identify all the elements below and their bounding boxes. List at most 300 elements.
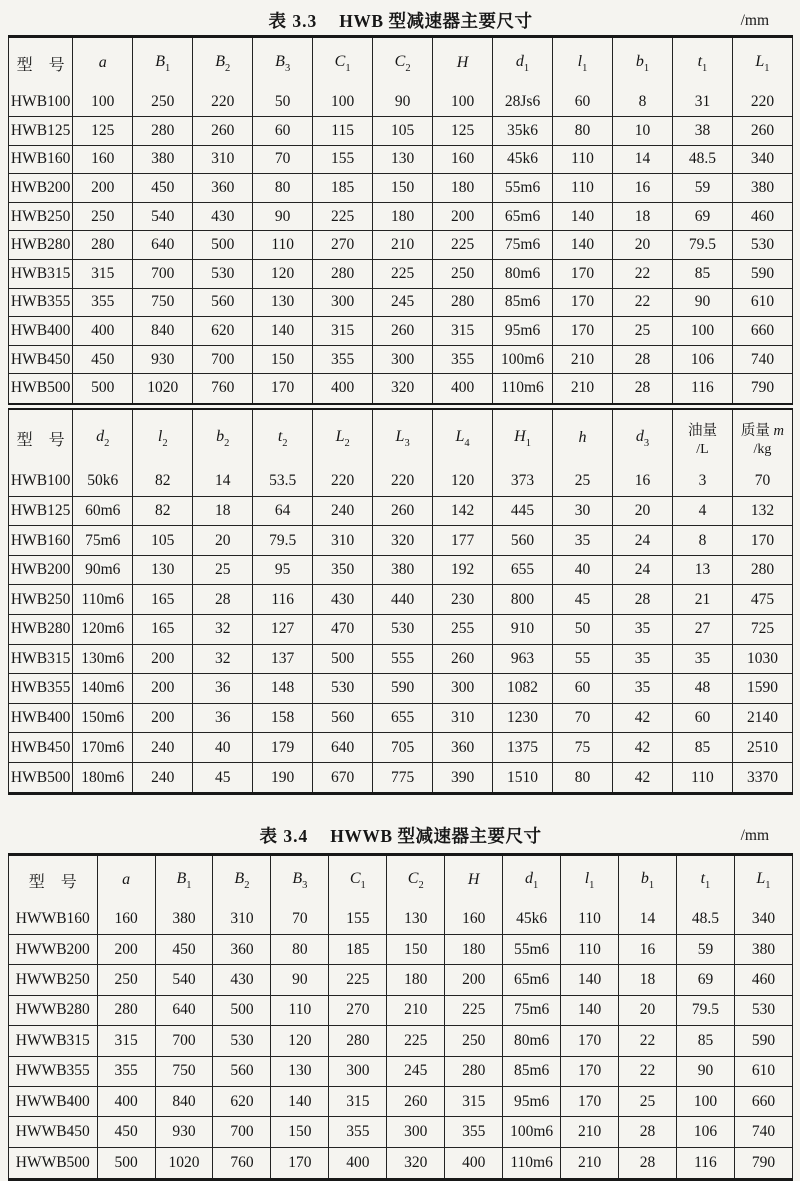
value-cell: 150 — [387, 934, 445, 964]
value-cell: 270 — [329, 995, 387, 1025]
value-cell: 360 — [193, 174, 253, 203]
model-cell: HWWB160 — [9, 904, 98, 934]
value-cell: 110 — [553, 145, 613, 174]
value-cell: 350 — [313, 555, 373, 585]
value-cell: 170 — [561, 1086, 619, 1116]
table-row — [9, 585, 793, 615]
value-cell: 130 — [387, 904, 445, 934]
value-cell: 110m6 — [503, 1147, 561, 1177]
value-cell: 225 — [445, 995, 503, 1025]
value-cell: 740 — [734, 1117, 792, 1147]
value-cell: 590 — [373, 674, 433, 704]
value-cell: 60m6 — [73, 496, 133, 526]
value-cell: 185 — [313, 174, 373, 203]
value-cell: 110 — [271, 995, 329, 1025]
value-cell: 60 — [553, 674, 613, 704]
value-cell: 400 — [313, 374, 373, 403]
value-cell: 36 — [193, 703, 253, 733]
value-cell: 470 — [313, 615, 373, 645]
table-row — [9, 674, 793, 704]
value-cell: 20 — [613, 231, 673, 260]
column-header: a — [73, 38, 133, 88]
value-cell: 450 — [73, 345, 133, 374]
value-cell: 500 — [193, 231, 253, 260]
value-cell: 95m6 — [503, 1086, 561, 1116]
value-cell: 28 — [619, 1147, 677, 1177]
value-cell: 300 — [313, 288, 373, 317]
model-cell: HWB200 — [9, 555, 73, 585]
value-cell: 400 — [445, 1147, 503, 1177]
value-cell: 225 — [329, 965, 387, 995]
table-row — [9, 1026, 793, 1056]
model-cell: HWB500 — [9, 762, 73, 792]
table-row — [9, 202, 793, 231]
value-cell: 140 — [271, 1086, 329, 1116]
table-row — [9, 644, 793, 674]
value-cell: 170 — [561, 1056, 619, 1086]
value-cell: 42 — [613, 703, 673, 733]
value-cell: 400 — [433, 374, 493, 403]
value-cell: 150 — [271, 1117, 329, 1147]
value-cell: 740 — [732, 345, 792, 374]
column-header: $b_1$ — [619, 856, 677, 904]
model-cell: HWWB315 — [9, 1026, 98, 1056]
model-cell: HWB450 — [9, 733, 73, 763]
value-cell: 16 — [619, 934, 677, 964]
column-header: $B_2$ — [213, 856, 271, 904]
value-cell: 250 — [133, 88, 193, 117]
value-cell: 140m6 — [73, 674, 133, 704]
value-cell: 105 — [133, 526, 193, 556]
value-cell: 220 — [193, 88, 253, 117]
model-cell: HWB200 — [9, 174, 73, 203]
value-cell: 200 — [97, 934, 155, 964]
value-cell: 320 — [373, 526, 433, 556]
table1-title: HWB 型减速器主要尺寸 — [339, 11, 533, 31]
column-header: $d_1$ — [503, 856, 561, 904]
value-cell: 120 — [253, 260, 313, 289]
value-cell: 555 — [373, 644, 433, 674]
value-cell: 250 — [97, 965, 155, 995]
column-header: 型 号 — [9, 38, 73, 88]
value-cell: 50 — [253, 88, 313, 117]
value-cell: 1030 — [732, 644, 792, 674]
table2-title: HWWB 型减速器主要尺寸 — [330, 826, 542, 847]
model-cell: HWB160 — [9, 145, 73, 174]
table-row — [9, 145, 793, 174]
value-cell: 1375 — [493, 733, 553, 763]
value-cell: 210 — [553, 374, 613, 403]
column-header: H — [445, 856, 503, 904]
value-cell: 355 — [73, 288, 133, 317]
value-cell: 540 — [133, 202, 193, 231]
table-row — [9, 904, 793, 934]
value-cell: 180m6 — [73, 762, 133, 792]
value-cell: 45 — [553, 585, 613, 615]
column-header: $B_1$ — [155, 856, 213, 904]
value-cell: 20 — [613, 496, 673, 526]
model-cell: HWWB200 — [9, 934, 98, 964]
value-cell: 70 — [271, 904, 329, 934]
value-cell: 530 — [193, 260, 253, 289]
value-cell: 655 — [493, 555, 553, 585]
value-cell: 90 — [271, 965, 329, 995]
value-cell: 3370 — [732, 762, 792, 792]
column-header: $C_1$ — [313, 38, 373, 88]
value-cell: 620 — [193, 317, 253, 346]
value-cell: 48.5 — [676, 904, 734, 934]
value-cell: 79.5 — [672, 231, 732, 260]
table-row — [9, 231, 793, 260]
column-header: $C_1$ — [329, 856, 387, 904]
value-cell: 70 — [732, 467, 792, 497]
value-cell: 450 — [155, 934, 213, 964]
value-cell: 840 — [133, 317, 193, 346]
value-cell: 560 — [313, 703, 373, 733]
model-cell: HWB100 — [9, 88, 73, 117]
value-cell: 115 — [313, 117, 373, 146]
value-cell: 310 — [313, 526, 373, 556]
value-cell: 22 — [613, 288, 673, 317]
value-cell: 120 — [271, 1026, 329, 1056]
value-cell: 28 — [613, 345, 673, 374]
value-cell: 560 — [213, 1056, 271, 1086]
value-cell: 260 — [373, 496, 433, 526]
value-cell: 280 — [732, 555, 792, 585]
value-cell: 20 — [619, 995, 677, 1025]
value-cell: 120m6 — [73, 615, 133, 645]
value-cell: 22 — [613, 260, 673, 289]
value-cell: 250 — [445, 1026, 503, 1056]
model-cell: HWB100 — [9, 467, 73, 497]
value-cell: 280 — [97, 995, 155, 1025]
column-header: $B_1$ — [133, 38, 193, 88]
value-cell: 110 — [672, 762, 732, 792]
value-cell: 25 — [553, 467, 613, 497]
value-cell: 110 — [561, 934, 619, 964]
model-cell: HWB315 — [9, 644, 73, 674]
value-cell: 380 — [373, 555, 433, 585]
model-cell: HWB160 — [9, 526, 73, 556]
value-cell: 355 — [445, 1117, 503, 1147]
table-row — [9, 526, 793, 556]
value-cell: 130 — [373, 145, 433, 174]
table1-section2-frame — [8, 408, 793, 796]
column-header: $H_1$ — [493, 410, 553, 467]
value-cell: 27 — [672, 615, 732, 645]
value-cell: 430 — [313, 585, 373, 615]
value-cell: 31 — [672, 88, 732, 117]
value-cell: 200 — [133, 674, 193, 704]
value-cell: 150 — [373, 174, 433, 203]
table-row — [9, 317, 793, 346]
value-cell: 400 — [97, 1086, 155, 1116]
value-cell: 640 — [313, 733, 373, 763]
value-cell: 160 — [97, 904, 155, 934]
value-cell: 315 — [445, 1086, 503, 1116]
value-cell: 18 — [193, 496, 253, 526]
value-cell: 85 — [676, 1026, 734, 1056]
value-cell: 210 — [561, 1147, 619, 1177]
value-cell: 200 — [133, 703, 193, 733]
value-cell: 310 — [193, 145, 253, 174]
value-cell: 130 — [271, 1056, 329, 1086]
value-cell: 500 — [313, 644, 373, 674]
table-row — [9, 615, 793, 645]
value-cell: 260 — [387, 1086, 445, 1116]
value-cell: 700 — [193, 345, 253, 374]
value-cell: 69 — [676, 965, 734, 995]
value-cell: 1082 — [493, 674, 553, 704]
value-cell: 170 — [553, 260, 613, 289]
model-cell: HWB280 — [9, 231, 73, 260]
value-cell: 1230 — [493, 703, 553, 733]
model-cell: HWB355 — [9, 288, 73, 317]
model-cell: HWWB355 — [9, 1056, 98, 1086]
value-cell: 530 — [732, 231, 792, 260]
value-cell: 620 — [213, 1086, 271, 1116]
value-cell: 200 — [133, 644, 193, 674]
value-cell: 150m6 — [73, 703, 133, 733]
value-cell: 1020 — [133, 374, 193, 403]
value-cell: 100 — [676, 1086, 734, 1116]
value-cell: 10 — [613, 117, 673, 146]
value-cell: 280 — [73, 231, 133, 260]
value-cell: 82 — [133, 496, 193, 526]
value-cell: 300 — [329, 1056, 387, 1086]
value-cell: 160 — [433, 145, 493, 174]
column-header: $C_2$ — [387, 856, 445, 904]
value-cell: 95m6 — [493, 317, 553, 346]
value-cell: 100 — [672, 317, 732, 346]
value-cell: 28 — [619, 1117, 677, 1147]
value-cell: 100m6 — [493, 345, 553, 374]
column-header: 油量 /L — [672, 410, 732, 467]
value-cell: 725 — [732, 615, 792, 645]
value-cell: 705 — [373, 733, 433, 763]
value-cell: 700 — [133, 260, 193, 289]
value-cell: 190 — [253, 762, 313, 792]
value-cell: 200 — [445, 965, 503, 995]
value-cell: 60 — [253, 117, 313, 146]
value-cell: 69 — [672, 202, 732, 231]
value-cell: 140 — [561, 995, 619, 1025]
value-cell: 155 — [329, 904, 387, 934]
value-cell: 127 — [253, 615, 313, 645]
value-cell: 380 — [155, 904, 213, 934]
value-cell: 430 — [193, 202, 253, 231]
value-cell: 200 — [433, 202, 493, 231]
value-cell: 35k6 — [493, 117, 553, 146]
value-cell: 400 — [73, 317, 133, 346]
value-cell: 245 — [373, 288, 433, 317]
value-cell: 100 — [313, 88, 373, 117]
value-cell: 116 — [672, 374, 732, 403]
value-cell: 60 — [553, 88, 613, 117]
column-header: $t_1$ — [672, 38, 732, 88]
value-cell: 373 — [493, 467, 553, 497]
value-cell: 530 — [313, 674, 373, 704]
value-cell: 140 — [253, 317, 313, 346]
value-cell: 40 — [553, 555, 613, 585]
value-cell: 110 — [561, 904, 619, 934]
model-cell: HWB500 — [9, 374, 73, 403]
value-cell: 50k6 — [73, 467, 133, 497]
value-cell: 35 — [553, 526, 613, 556]
value-cell: 320 — [373, 374, 433, 403]
header-row — [9, 856, 793, 904]
value-cell: 16 — [613, 174, 673, 203]
value-cell: 840 — [155, 1086, 213, 1116]
value-cell: 85m6 — [493, 288, 553, 317]
column-header: $L_3$ — [373, 410, 433, 467]
value-cell: 355 — [97, 1056, 155, 1086]
value-cell: 260 — [732, 117, 792, 146]
value-cell: 110m6 — [73, 585, 133, 615]
value-cell: 13 — [672, 555, 732, 585]
value-cell: 300 — [433, 674, 493, 704]
table-row — [9, 762, 793, 792]
model-cell: HWB355 — [9, 674, 73, 704]
value-cell: 700 — [155, 1026, 213, 1056]
value-cell: 70 — [253, 145, 313, 174]
value-cell: 65m6 — [503, 965, 561, 995]
value-cell: 355 — [329, 1117, 387, 1147]
value-cell: 210 — [373, 231, 433, 260]
column-header: $L_1$ — [734, 856, 792, 904]
value-cell: 300 — [373, 345, 433, 374]
value-cell: 355 — [433, 345, 493, 374]
value-cell: 1020 — [155, 1147, 213, 1177]
value-cell: 750 — [133, 288, 193, 317]
value-cell: 450 — [133, 174, 193, 203]
column-header: 质量 m /kg — [732, 410, 792, 467]
value-cell: 140 — [561, 965, 619, 995]
value-cell: 158 — [253, 703, 313, 733]
value-cell: 670 — [313, 762, 373, 792]
value-cell: 180 — [387, 965, 445, 995]
column-header: $L_4$ — [433, 410, 493, 467]
model-cell: HWWB450 — [9, 1117, 98, 1147]
table1-section1 — [8, 38, 793, 403]
value-cell: 280 — [133, 117, 193, 146]
value-cell: 640 — [133, 231, 193, 260]
value-cell: 225 — [387, 1026, 445, 1056]
value-cell: 2510 — [732, 733, 792, 763]
value-cell: 790 — [734, 1147, 792, 1177]
value-cell: 260 — [433, 644, 493, 674]
value-cell: 30 — [553, 496, 613, 526]
value-cell: 116 — [676, 1147, 734, 1177]
value-cell: 180 — [373, 202, 433, 231]
table2 — [8, 856, 793, 1178]
value-cell: 75m6 — [503, 995, 561, 1025]
value-cell: 28 — [193, 585, 253, 615]
value-cell: 560 — [193, 288, 253, 317]
value-cell: 170 — [732, 526, 792, 556]
value-cell: 22 — [619, 1056, 677, 1086]
model-cell: HWWB280 — [9, 995, 98, 1025]
value-cell: 260 — [193, 117, 253, 146]
value-cell: 90m6 — [73, 555, 133, 585]
value-cell: 165 — [133, 585, 193, 615]
value-cell: 130 — [253, 288, 313, 317]
model-cell: HWB450 — [9, 345, 73, 374]
value-cell: 132 — [732, 496, 792, 526]
value-cell: 80 — [553, 117, 613, 146]
value-cell: 1590 — [732, 674, 792, 704]
value-cell: 660 — [734, 1086, 792, 1116]
value-cell: 610 — [732, 288, 792, 317]
value-cell: 80m6 — [503, 1026, 561, 1056]
value-cell: 85 — [672, 260, 732, 289]
value-cell: 95 — [253, 555, 313, 585]
column-header: $t_2$ — [253, 410, 313, 467]
value-cell: 106 — [676, 1117, 734, 1147]
value-cell: 640 — [155, 995, 213, 1025]
value-cell: 315 — [73, 260, 133, 289]
value-cell: 655 — [373, 703, 433, 733]
value-cell: 500 — [97, 1147, 155, 1177]
value-cell: 155 — [313, 145, 373, 174]
value-cell: 75 — [553, 733, 613, 763]
value-cell: 790 — [732, 374, 792, 403]
value-cell: 245 — [387, 1056, 445, 1086]
value-cell: 240 — [133, 733, 193, 763]
value-cell: 430 — [213, 965, 271, 995]
value-cell: 460 — [734, 965, 792, 995]
value-cell: 116 — [253, 585, 313, 615]
value-cell: 380 — [732, 174, 792, 203]
value-cell: 260 — [373, 317, 433, 346]
value-cell: 50 — [553, 615, 613, 645]
value-cell: 90 — [373, 88, 433, 117]
value-cell: 340 — [734, 904, 792, 934]
value-cell: 250 — [433, 260, 493, 289]
value-cell: 160 — [445, 904, 503, 934]
value-cell: 240 — [313, 496, 373, 526]
value-cell: 4 — [672, 496, 732, 526]
table-row — [9, 345, 793, 374]
value-cell: 45k6 — [503, 904, 561, 934]
table2-frame — [8, 853, 793, 1181]
value-cell: 85 — [672, 733, 732, 763]
value-cell: 500 — [73, 374, 133, 403]
value-cell: 210 — [561, 1117, 619, 1147]
value-cell: 800 — [493, 585, 553, 615]
value-cell: 170 — [553, 288, 613, 317]
table-row — [9, 88, 793, 117]
value-cell: 500 — [213, 995, 271, 1025]
value-cell: 210 — [387, 995, 445, 1025]
value-cell: 440 — [373, 585, 433, 615]
value-cell: 18 — [619, 965, 677, 995]
column-header: h — [553, 410, 613, 467]
value-cell: 90 — [672, 288, 732, 317]
value-cell: 8 — [672, 526, 732, 556]
value-cell: 80 — [271, 934, 329, 964]
value-cell: 40 — [193, 733, 253, 763]
value-cell: 315 — [313, 317, 373, 346]
value-cell: 360 — [433, 733, 493, 763]
value-cell: 475 — [732, 585, 792, 615]
value-cell: 110 — [253, 231, 313, 260]
value-cell: 65m6 — [493, 202, 553, 231]
table1-unit-label: /mm — [740, 12, 769, 29]
value-cell: 610 — [734, 1056, 792, 1086]
table-row — [9, 467, 793, 497]
table-row — [9, 260, 793, 289]
